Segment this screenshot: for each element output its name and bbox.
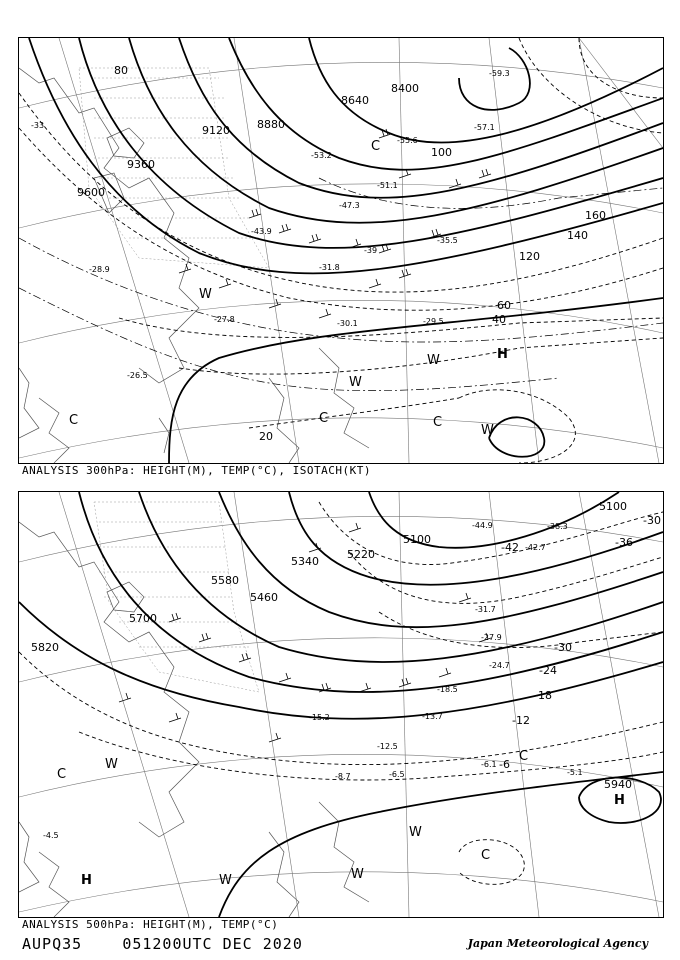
isotherms bbox=[19, 502, 663, 884]
pressure-systems bbox=[57, 749, 625, 888]
temperature-label: -43.9 bbox=[251, 227, 272, 236]
temperature-label: -57.1 bbox=[474, 123, 495, 132]
height-label: 5940 bbox=[604, 778, 632, 791]
warm-center-marker: W bbox=[481, 423, 494, 438]
temperature-label: -30.1 bbox=[337, 319, 358, 328]
isotach-label: 160 bbox=[585, 209, 606, 222]
warm-center-marker: W bbox=[199, 287, 212, 302]
isotherm-label: -6 bbox=[499, 758, 510, 771]
height-label: 5460 bbox=[250, 591, 278, 604]
station-value: -38.3 bbox=[547, 522, 568, 531]
isotherm-label: -30 bbox=[554, 641, 572, 654]
temperature-label: -55.6 bbox=[397, 136, 418, 145]
station-value: -8.7 bbox=[335, 772, 351, 781]
warm-center-marker: W bbox=[219, 873, 232, 888]
isotach-label: 100 bbox=[431, 146, 452, 159]
temperature-label: -35.5 bbox=[437, 236, 458, 245]
cold-center-marker: C bbox=[57, 767, 67, 782]
station-value: -13.7 bbox=[422, 712, 443, 721]
height-label: 5100 bbox=[599, 500, 627, 513]
station-value: -4.5 bbox=[43, 831, 59, 840]
cold-center-marker: C bbox=[371, 139, 381, 154]
temperature-labels bbox=[31, 69, 510, 380]
height-label: 9120 bbox=[202, 124, 230, 137]
high-pressure-marker: H bbox=[497, 347, 508, 362]
warm-center-marker: W bbox=[349, 375, 362, 390]
temperature-label: -29.5 bbox=[423, 317, 444, 326]
height-label: 5580 bbox=[211, 574, 239, 587]
isotherm-label: -18 bbox=[534, 689, 552, 702]
isotherm-label: -12 bbox=[512, 714, 530, 727]
cold-center-marker: C bbox=[481, 848, 491, 863]
map-300hpa-canvas bbox=[19, 38, 663, 463]
height-label: 5340 bbox=[291, 555, 319, 568]
isotherm-label: -42 bbox=[501, 541, 519, 554]
station-value: -42.7 bbox=[525, 543, 546, 552]
height-contours bbox=[19, 492, 663, 917]
station-value: -18.5 bbox=[437, 685, 458, 694]
height-label: 9360 bbox=[127, 158, 155, 171]
station-value: -27.9 bbox=[481, 633, 502, 642]
station-value: -31.7 bbox=[475, 605, 496, 614]
cold-center-marker: C bbox=[69, 413, 79, 428]
isotach-label: 40 bbox=[492, 313, 506, 326]
hatched-cold-area bbox=[94, 502, 259, 692]
isotherm-label: -36 bbox=[615, 536, 633, 549]
isotherm-label: -24 bbox=[539, 664, 557, 677]
map-panel-500hpa bbox=[18, 491, 664, 918]
coastlines bbox=[19, 68, 369, 463]
high-pressure-marker: H bbox=[614, 793, 625, 808]
isotach-label: 120 bbox=[519, 250, 540, 263]
station-value: -44.9 bbox=[472, 521, 493, 530]
temperature-label: -53.2 bbox=[311, 151, 332, 160]
station-value: -6.1 bbox=[481, 760, 497, 769]
isotach-label: 80 bbox=[114, 64, 128, 77]
temperature-label: -33 bbox=[31, 121, 45, 130]
height-label: 8640 bbox=[341, 94, 369, 107]
temperature-label: -31.8 bbox=[319, 263, 340, 272]
temperature-label: -59.3 bbox=[489, 69, 510, 78]
height-label: 5220 bbox=[347, 548, 375, 561]
isotherm-labels bbox=[499, 514, 661, 771]
height-label: 8880 bbox=[257, 118, 285, 131]
height-label: 5700 bbox=[129, 612, 157, 625]
isotherm-label: -30 bbox=[643, 514, 661, 527]
cold-center-marker: C bbox=[519, 749, 529, 764]
temperature-label: -27.8 bbox=[214, 315, 235, 324]
latlon-grid bbox=[19, 492, 663, 917]
warm-center-marker: W bbox=[409, 825, 422, 840]
isotach-label: 20 bbox=[259, 430, 273, 443]
panel-caption-500hpa: ANALYSIS 500hPa: HEIGHT(M), TEMP(°C) bbox=[22, 918, 279, 931]
map-panel-300hpa bbox=[18, 37, 664, 464]
panel-caption-300hpa: ANALYSIS 300hPa: HEIGHT(M), TEMP(°C), ISOTACH(KT) bbox=[22, 464, 372, 477]
station-value: -6.5 bbox=[389, 770, 405, 779]
temperature-label: -28.9 bbox=[89, 265, 110, 274]
valid-time: 051200UTC DEC 2020 bbox=[122, 935, 303, 953]
height-label: 8400 bbox=[391, 82, 419, 95]
warm-center-marker: W bbox=[351, 867, 364, 882]
temperature-label: -51.1 bbox=[377, 181, 398, 190]
temperature-label: -47.3 bbox=[339, 201, 360, 210]
station-value: -5.1 bbox=[567, 768, 583, 777]
warm-center-marker: W bbox=[427, 353, 440, 368]
height-labels bbox=[77, 82, 419, 199]
isotach-label: 60 bbox=[497, 299, 511, 312]
isotach-label: 140 bbox=[567, 229, 588, 242]
height-label: 5100 bbox=[403, 533, 431, 546]
map-500hpa-canvas bbox=[19, 492, 663, 917]
station-value: -15.2 bbox=[309, 713, 330, 722]
product-header bbox=[22, 935, 303, 953]
cold-center-marker: C bbox=[319, 411, 329, 426]
temperature-label: -26.5 bbox=[127, 371, 148, 380]
cold-center-marker: C bbox=[433, 415, 443, 430]
product-code: AUPQ35 bbox=[22, 935, 83, 953]
agency-credit: Japan Meteorological Agency bbox=[467, 937, 648, 950]
height-label: 5820 bbox=[31, 641, 59, 654]
high-pressure-marker: H bbox=[81, 873, 92, 888]
temperature-label: -39 bbox=[364, 246, 378, 255]
height-label: 9600 bbox=[77, 186, 105, 199]
station-value: -12.5 bbox=[377, 742, 398, 751]
warm-center-marker: W bbox=[105, 757, 118, 772]
station-value: -24.7 bbox=[489, 661, 510, 670]
